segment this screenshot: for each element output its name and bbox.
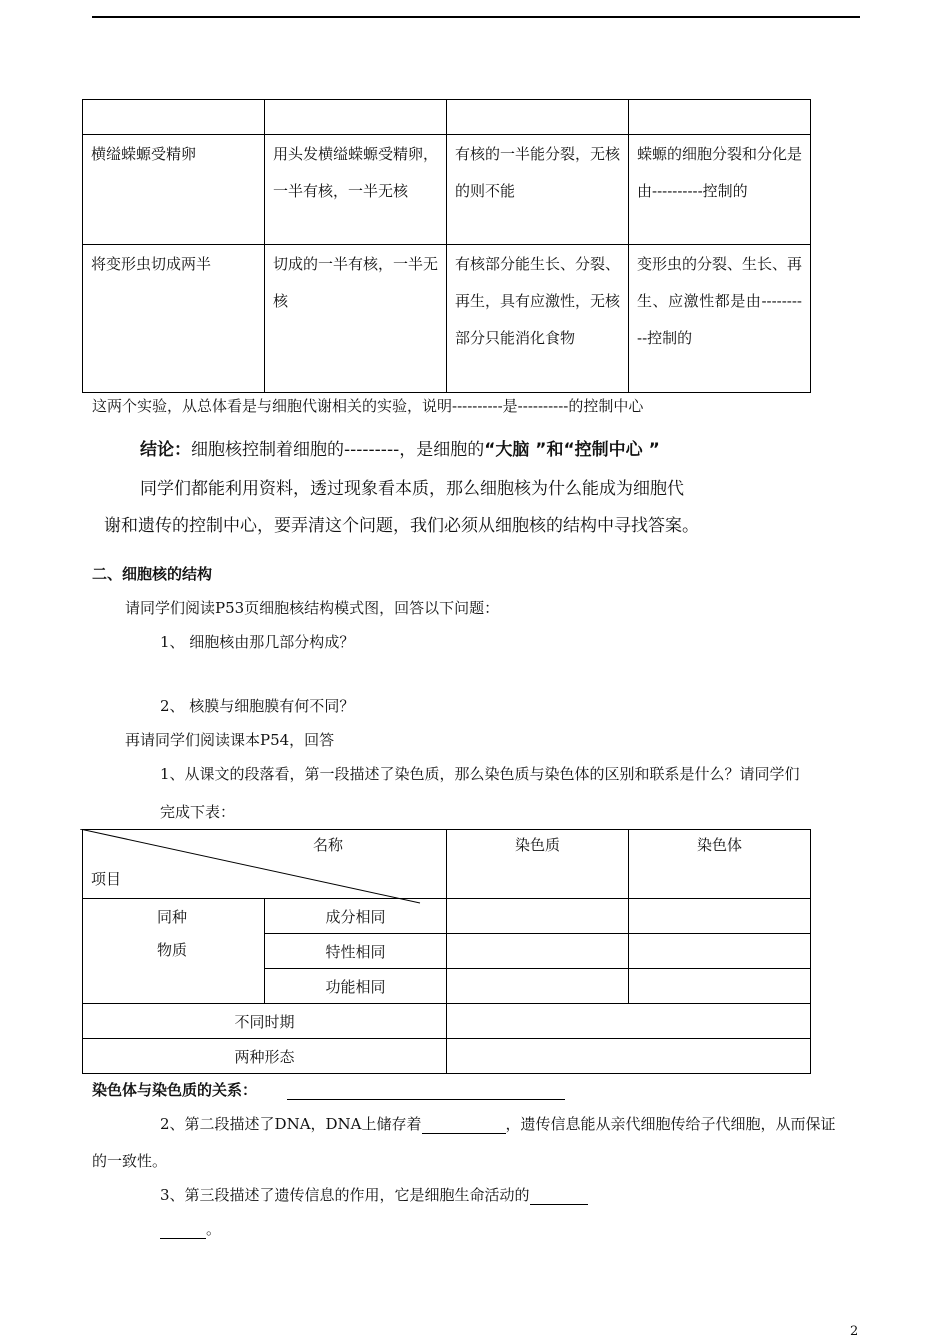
question-3-line-1: 1、从课文的段落看，第一段描述了染色质，那么染色质与染色体的区别和联系是什么？请同学们 [160, 765, 800, 783]
table-cell: 横缢蝾螈受精卵 [83, 135, 265, 245]
table-cell: 用头发横缢蝾螈受精卵，一半有核，一半无核 [265, 135, 447, 245]
question-5-continued [160, 1218, 221, 1239]
conclusion-label: 结论： [140, 440, 191, 460]
paragraph-line-2: 谢和遗传的控制中心，要弄清这个问题，我们必须从细胞核的结构中寻找答案。 [104, 516, 699, 536]
row-label: 成分相同 [265, 899, 447, 934]
header-name: 名称 [313, 836, 344, 854]
table-row [83, 100, 811, 135]
summary-line: 这两个实验，从总体看是与细胞代谢相关的实验，说明----------是----------的控制中心 [92, 397, 644, 415]
row-label: 功能相同 [265, 969, 447, 1004]
role-blank-1[interactable] [530, 1188, 588, 1205]
dna-blank[interactable] [422, 1117, 506, 1134]
answer-cell[interactable] [629, 934, 811, 969]
relation-row [92, 1079, 565, 1100]
same-substance-cell: 同种 物质 [83, 899, 265, 1004]
table-row [83, 245, 811, 393]
table-cell: 切成的一半有核，一半无核 [265, 245, 447, 393]
row-label: 特性相同 [265, 934, 447, 969]
question-3-line-2: 完成下表： [160, 803, 236, 821]
header-diagonal-line [80, 829, 425, 909]
table-cell: 变形虫的分裂、生长、再生、应激性都是由----------控制的 [629, 245, 811, 393]
table-row [83, 1039, 811, 1074]
conclusion [140, 435, 660, 460]
table-cell: 有核的一半能分裂，无核的则不能 [447, 135, 629, 245]
paragraph-line-1: 同学们都能利用资料，透过现象看本质，那么细胞核为什么能成为细胞代 [140, 479, 684, 499]
question-4-text-b: ，遗传信息能从亲代细胞传给子代细胞，从而保证 [505, 1115, 836, 1133]
header-rule [92, 16, 860, 18]
section-intro: 请同学们阅读P53页细胞核结构模式图，回答以下问题： [125, 599, 500, 617]
section-intro-2: 再请同学们阅读课本P54，回答 [125, 731, 335, 749]
question-2: 2、 核膜与细胞膜有何不同？ [160, 697, 355, 715]
conclusion-brain: “大脑 ”和 [484, 440, 564, 460]
answer-cell[interactable] [629, 969, 811, 1004]
question-5-end: 。 [206, 1220, 222, 1238]
row-label-forms: 两种形态 [83, 1039, 447, 1074]
question-4-text-a: 2、第二段描述了DNA，DNA上储存着 [160, 1115, 422, 1133]
table-cell: 蝾螈的细胞分裂和分化是由----------控制的 [629, 135, 811, 245]
table-cell [629, 100, 811, 135]
table-cell: 将变形虫切成两半 [83, 245, 265, 393]
answer-cell[interactable] [447, 899, 629, 934]
row-label-period: 不同时期 [83, 1004, 447, 1039]
question-1: 1、 细胞核由那几部分构成？ [160, 633, 355, 651]
table-cell [265, 100, 447, 135]
question-5 [160, 1184, 588, 1205]
header-chromatin: 染色质 [447, 830, 629, 899]
page-number: 2 [850, 1324, 859, 1339]
table-cell [447, 100, 629, 135]
role-blank-2[interactable] [160, 1222, 206, 1239]
header-chromosome: 染色体 [629, 830, 811, 899]
answer-cell[interactable] [629, 899, 811, 934]
header-item: 项目 [91, 870, 122, 888]
answer-cell[interactable] [447, 1039, 811, 1074]
question-4-continued: 的一致性。 [92, 1152, 168, 1170]
relation-blank[interactable] [287, 1083, 565, 1100]
answer-cell[interactable] [447, 934, 629, 969]
experiment-table [82, 99, 811, 393]
relation-label: 染色体与染色质的关系： [92, 1081, 258, 1099]
section-heading: 二、细胞核的结构 [92, 565, 213, 583]
question-5-text: 3、第三段描述了遗传信息的作用，它是细胞生命活动的 [160, 1186, 530, 1204]
answer-cell[interactable] [447, 1004, 811, 1039]
answer-cell[interactable] [447, 969, 629, 1004]
table-row [83, 1004, 811, 1039]
table-row [83, 135, 811, 245]
conclusion-center: “控制中心 ” [563, 440, 660, 460]
table-cell [83, 100, 265, 135]
question-4 [160, 1113, 836, 1134]
table-cell: 有核部分能生长、分裂、再生，具有应激性，无核部分只能消化食物 [447, 245, 629, 393]
conclusion-text: 细胞核控制着细胞的---------，是细胞的 [191, 440, 485, 460]
